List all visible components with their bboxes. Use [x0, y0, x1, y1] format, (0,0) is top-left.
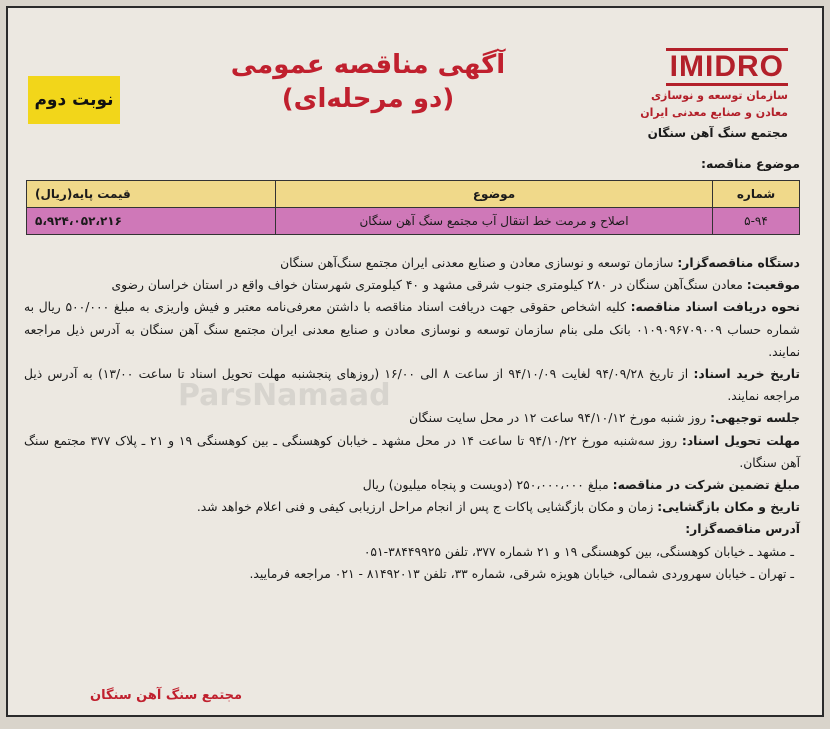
location-paragraph	[24, 274, 800, 296]
address-heading	[24, 518, 800, 540]
address-tehran: ـ تهران ـ خیابان سهروردی شمالی، خیابان هویزه شرقی، شماره ۳۳، تلفن ۸۱۴۹۲۰۱۳ - ۰۲۱ مراجعه فرمایید.	[249, 566, 794, 581]
delivery-label: مهلت تحویل اسناد:	[681, 433, 800, 448]
location-text: معادن سنگ‌آهن سنگان در ۲۸۰ کیلومتری جنوب شرقی مشهد و ۴۰ کیلومتری شهرستان خواف واقع در استان خراسان رضوی	[111, 278, 743, 293]
title-line-2: (دو مرحله‌ای)	[281, 84, 455, 114]
logo-line-2: معادن و صنایع معدنی ایران	[640, 106, 788, 119]
org-paragraph	[24, 252, 800, 274]
briefing-paragraph	[24, 407, 800, 429]
footer-signature: مجتمع سنگ آهن سنگان	[90, 688, 243, 703]
guarantee-text: مبلغ ۲۵۰،۰۰۰،۰۰۰ (دویست و پنجاه میلیون) ریال	[362, 478, 609, 493]
docs-paragraph	[24, 296, 800, 363]
location-label: موقعیت:	[746, 278, 800, 293]
docs-text: کلیه اشخاص حقوقی جهت دریافت اسناد مناقصه با داشتن معرفی‌نامه معتبر و فیش واریزی به مبلغ ۵۰۰/۰۰۰ ریال به شماره حساب ۰۱۰۹۰۹۶۷۰۹۰۰۹ بانک ملی بنام سازمان توسعه و نوسازی معادن و صنایع معدنی ایران مجتمع سنگ آهن سنگان به آدرس ذیل مراجعه نمایند.	[24, 300, 800, 359]
table-header-row	[27, 181, 800, 208]
briefing-label: جلسه توجیهی:	[710, 411, 800, 426]
tender-table	[26, 180, 800, 235]
header-number: شماره	[713, 181, 800, 208]
address-label: آدرس مناقصه‌گزار:	[685, 522, 800, 537]
round-badge: نوبت دوم	[28, 76, 120, 124]
notice-body	[24, 252, 800, 585]
imidro-logo	[618, 48, 788, 120]
docs-label: نحوه دریافت اسناد مناقصه:	[630, 300, 800, 315]
guarantee-paragraph	[24, 474, 800, 496]
org-text: سازمان توسعه و نوسازی معادن و صنایع معدنی ایران مجتمع سنگ‌آهن سنگان	[280, 256, 674, 270]
delivery-text: روز سه‌شنبه مورخ ۹۴/۱۰/۲۲ تا ساعت ۱۴ در محل مشهد ـ خیابان کوهسنگی ـ بین کوهسنگی ۱۹ و ۲۱ ـ پلاک ۳۷۷ مجتمع سنگ آهن سنگان.	[24, 433, 800, 470]
delivery-paragraph	[24, 430, 800, 474]
subject-heading: موضوع مناقصه:	[701, 156, 800, 171]
notice-title	[218, 48, 518, 116]
opening-paragraph	[24, 496, 800, 518]
opening-label: تاریخ و مکان بازگشایی:	[657, 500, 800, 515]
logo-wordmark: IMIDRO	[666, 48, 788, 86]
watermark: ParsNamaad	[178, 378, 391, 413]
cell-number: ۵-۹۴	[713, 208, 800, 235]
purchase-paragraph	[24, 363, 800, 407]
complex-name: مجتمع سنگ آهن سنگان	[647, 126, 788, 140]
title-line-1: آگهی مناقصه عمومی	[230, 50, 506, 80]
guarantee-label: مبلغ تضمین شرکت در مناقصه:	[612, 478, 800, 493]
purchase-text: از تاریخ ۹۴/۰۹/۲۸ لغایت ۹۴/۱۰/۰۹ از ساعت ۸ الی ۱۶/۰۰ (روزهای پنجشنبه مهلت تحویل اسناد تا ساعت ۱۳/۰۰) به آدرس ذیل مراجعه نمایند.	[24, 367, 800, 404]
table-row	[27, 208, 800, 235]
logo-line-1: سازمان توسعه و نوسازی	[650, 89, 788, 102]
cell-base-price: ۵،۹۲۴،۰۵۲،۲۱۶	[27, 208, 276, 235]
tender-notice	[6, 6, 824, 717]
briefing-text: روز شنبه مورخ ۹۴/۱۰/۱۲ ساعت ۱۲ در محل سایت سنگان	[409, 411, 707, 426]
address-mashhad: ـ مشهد ـ خیابان کوهسنگی، بین کوهسنگی ۱۹ و ۲۱ شماره ۳۷۷، تلفن ۳۸۴۴۹۹۲۵-۰۵۱	[363, 544, 794, 559]
opening-text: زمان و مکان بازگشایی پاکات ج پس از انجام مراحل ارزیابی کیفی و فنی اعلام خواهد شد.	[196, 500, 654, 515]
purchase-label: تاریخ خرید اسناد:	[693, 367, 801, 382]
header-base-price: قیمت پایه(ریال)	[27, 181, 276, 208]
org-label: دستگاه مناقصه‌گزار:	[677, 256, 800, 270]
header-subject: موضوع	[276, 181, 713, 208]
cell-subject: اصلاح و مرمت خط انتقال آب مجتمع سنگ آهن سنگان	[276, 208, 713, 235]
